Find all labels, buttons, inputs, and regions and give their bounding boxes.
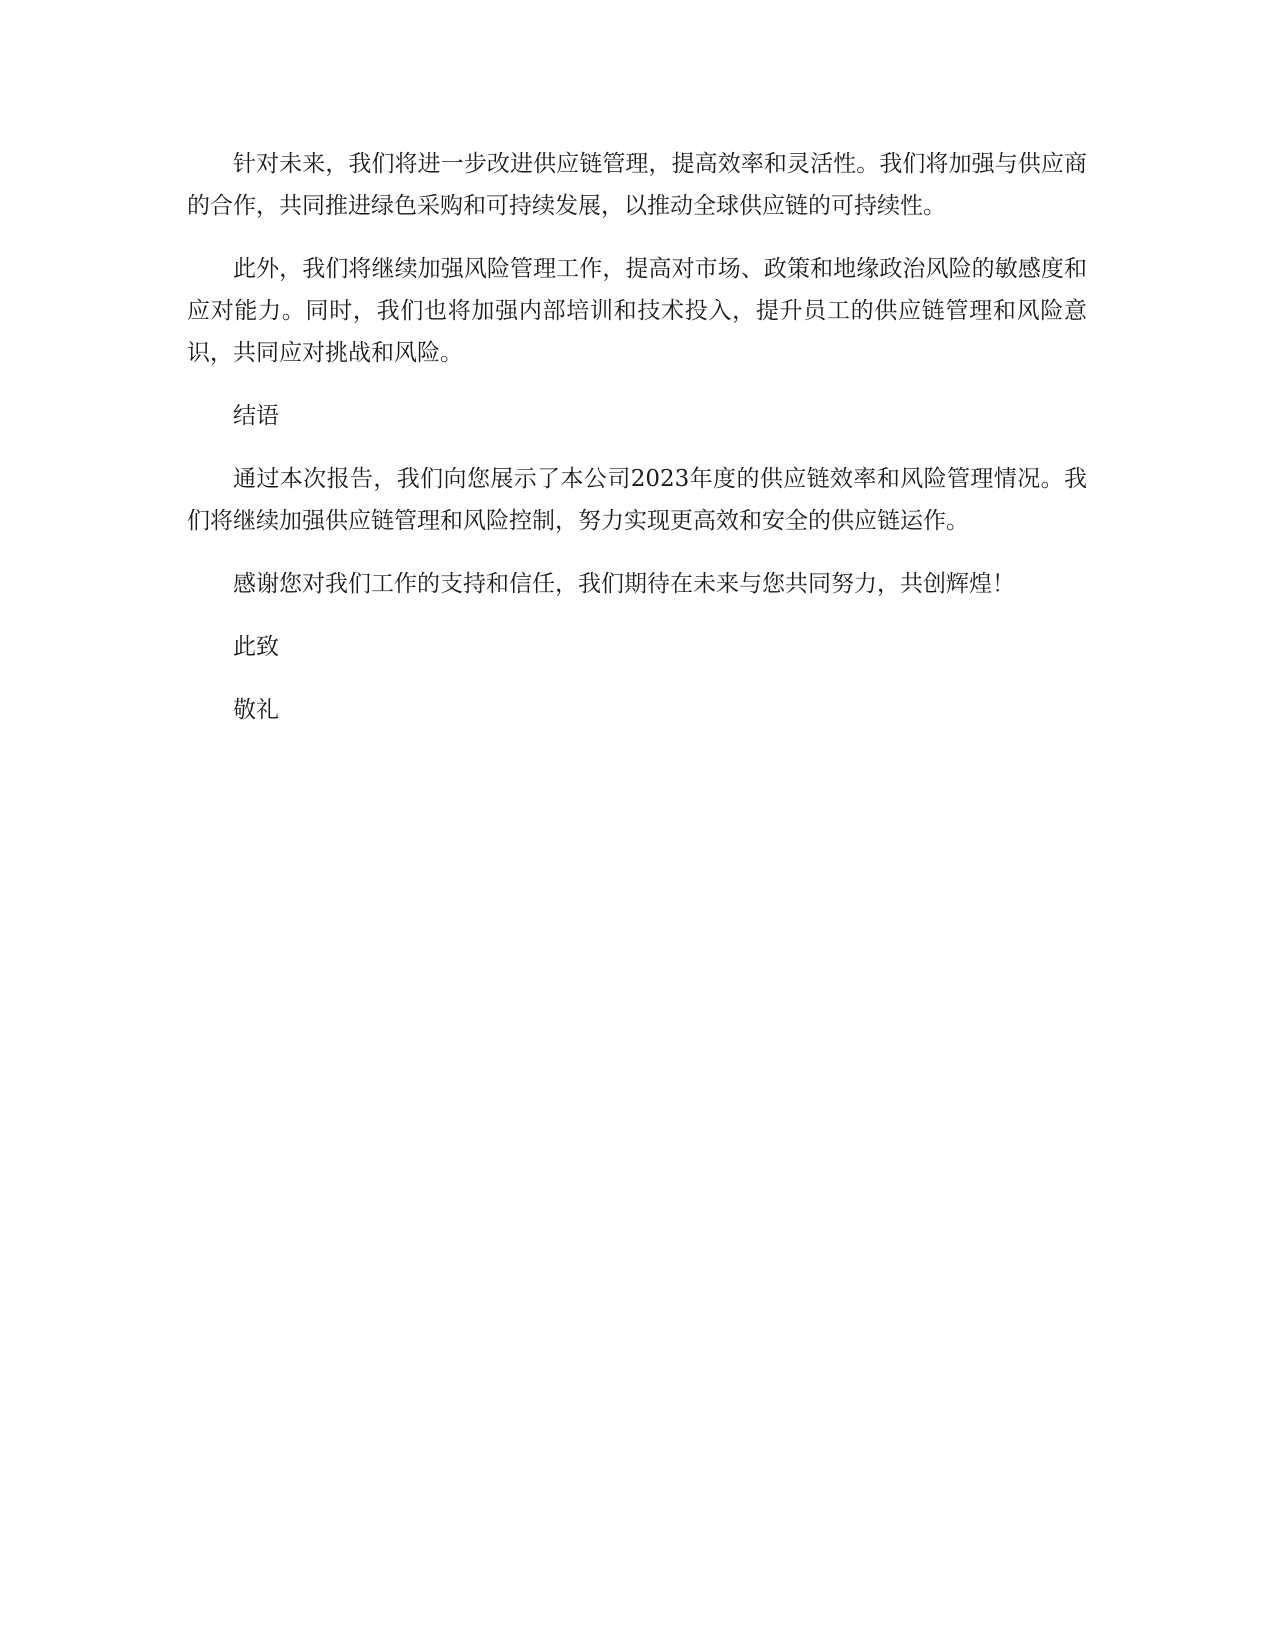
section-heading-conclusion: 结语: [233, 403, 279, 429]
paragraph-thanks: 感谢您对我们工作的支持和信任，我们期待在未来与您共同努力，共创辉煌！: [233, 571, 1015, 597]
closing-regards: 敬礼: [233, 697, 279, 723]
paragraph-report-summary: 通过本次报告，我们向您展示了本公司2023年度的供应链效率和风险管理情况。我们将继续加强供应链管理和风险控制，努力实现更高效和安全的供应链运作。: [187, 466, 1087, 534]
closing-salutation: 此致: [233, 634, 279, 660]
paragraph-risk-management: 此外，我们将继续加强风险管理工作，提高对市场、政策和地缘政治风险的敏感度和应对能力。同时，我们也将加强内部培训和技术投入，提升员工的供应链管理和风险意识，共同应对挑战和风险。: [187, 256, 1087, 366]
document-body: [187, 143, 1087, 752]
paragraph-future-plans: 针对未来，我们将进一步改进供应链管理，提高效率和灵活性。我们将加强与供应商的合作，共同推进绿色采购和可持续发展，以推动全球供应链的可持续性。: [187, 151, 1087, 219]
